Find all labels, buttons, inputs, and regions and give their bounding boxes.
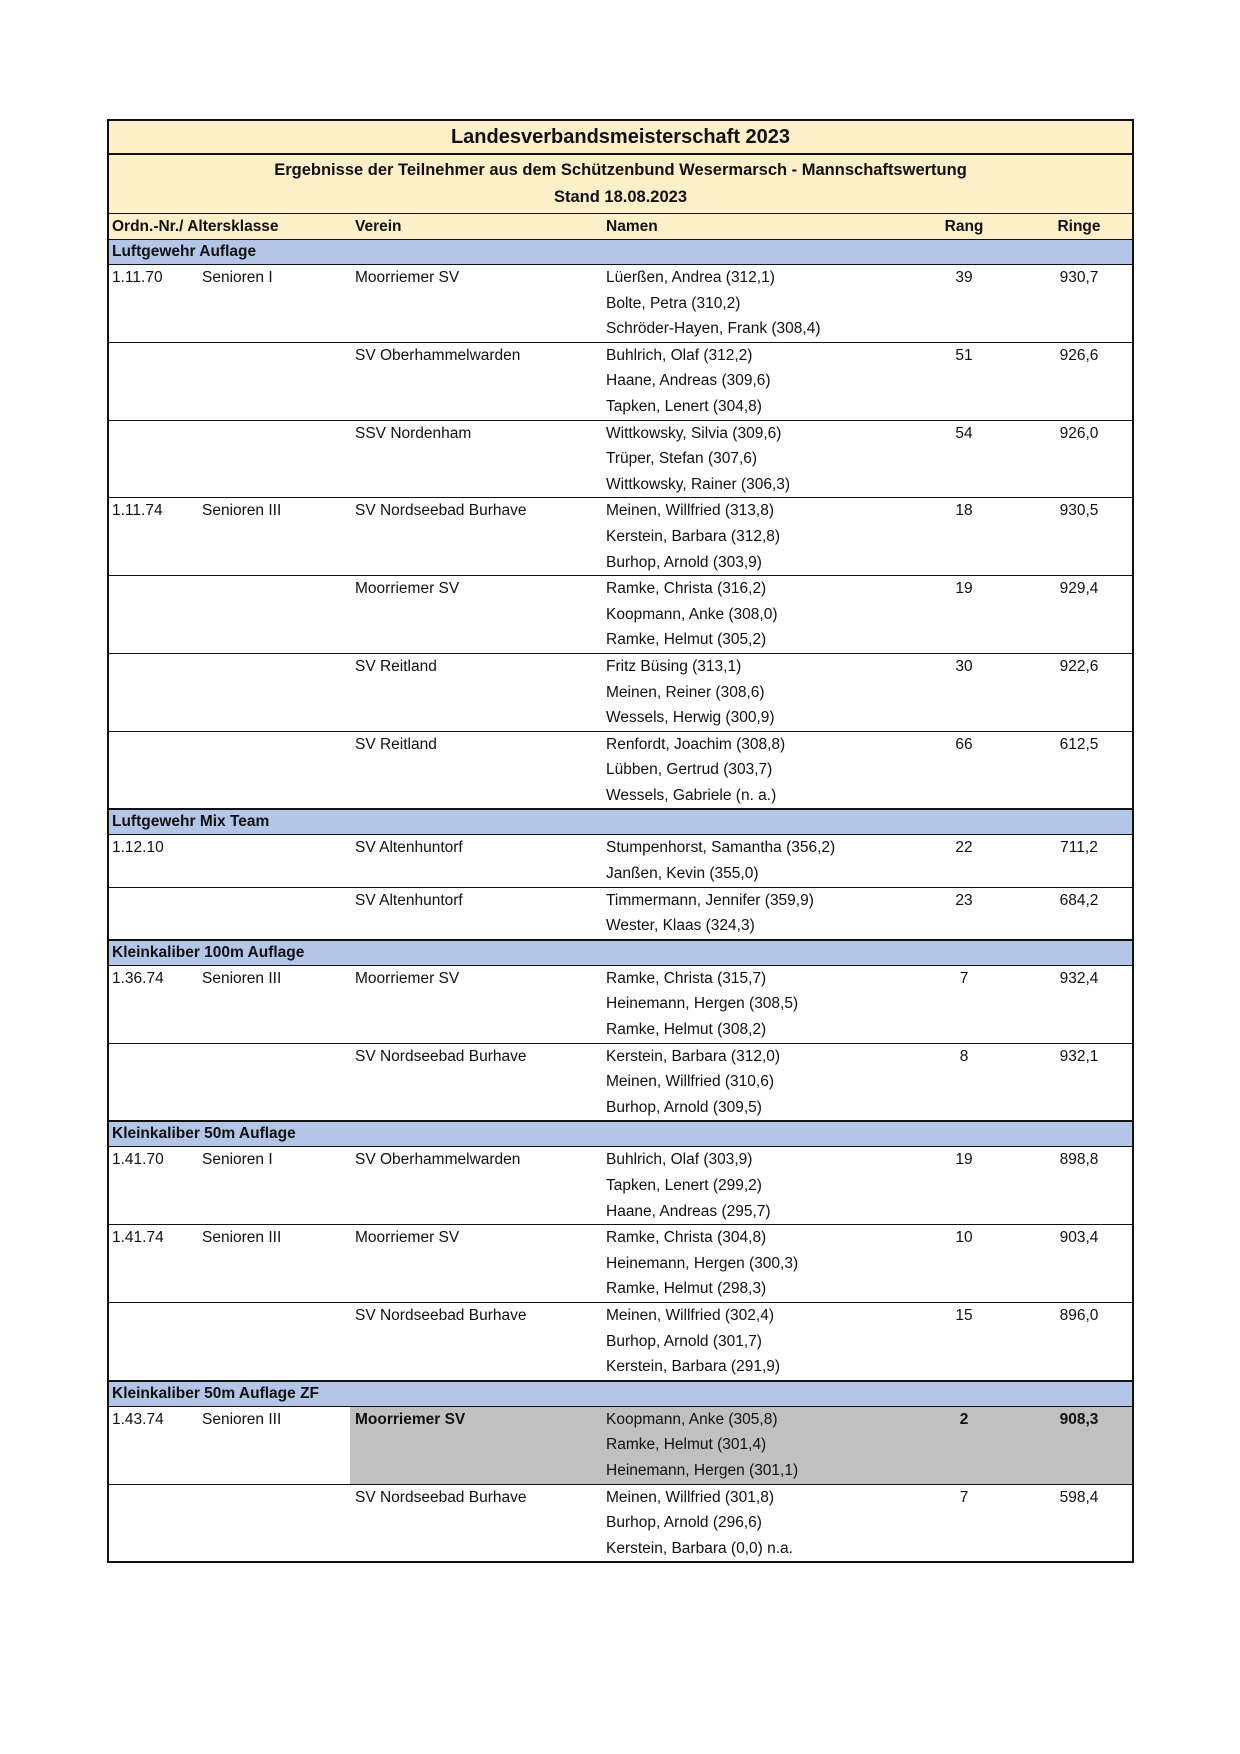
altersklasse: Senioren I (202, 269, 273, 286)
section-header (109, 1380, 1132, 1407)
team-row (109, 498, 1132, 576)
shooter-name: Kerstein, Barbara (312,8) (606, 527, 781, 545)
header-namen: Namen (606, 218, 658, 235)
shooter-name: Wittkowsky, Rainer (306,3) (606, 475, 791, 493)
ringe: 612,5 (1059, 735, 1099, 753)
ordn-nr: 1.41.70 (112, 1151, 164, 1169)
verein: SV Nordseebad Burhave (355, 502, 527, 520)
rang: 54 (955, 424, 973, 442)
rang: 7 (959, 969, 969, 987)
ordn-nr: 1.11.74 (112, 502, 163, 520)
verein: Moorriemer SV (355, 969, 460, 987)
section-title: Luftgewehr Auflage (112, 243, 257, 260)
team-row (109, 576, 1132, 654)
shooter-name: Ramke, Christa (315,7) (606, 969, 767, 987)
rang: 2 (959, 1410, 969, 1428)
section-header (109, 939, 1132, 966)
ringe: 598,4 (1059, 1488, 1099, 1506)
rang: 19 (955, 580, 973, 598)
team-row (109, 835, 1132, 887)
team-row (109, 966, 1132, 1044)
ringe: 932,1 (1059, 1047, 1099, 1065)
shooter-name: Schröder-Hayen, Frank (308,4) (606, 320, 821, 338)
team-row (109, 265, 1132, 343)
ringe: 926,6 (1059, 346, 1099, 364)
altersklasse: Senioren I (202, 1151, 273, 1169)
verein: SSV Nordenham (355, 424, 472, 442)
shooter-name: Buhlrich, Olaf (312,2) (606, 346, 753, 364)
rang: 23 (955, 891, 973, 909)
rang: 66 (955, 735, 973, 753)
shooter-name: Kerstein, Barbara (291,9) (606, 1358, 781, 1376)
table-body (109, 240, 1132, 1561)
team-row (109, 732, 1132, 809)
ringe: 926,0 (1059, 424, 1099, 442)
ringe: 932,4 (1059, 969, 1099, 987)
section-header (109, 1120, 1132, 1147)
ringe: 930,7 (1059, 269, 1099, 286)
team-row (109, 888, 1132, 939)
rang: 30 (955, 657, 973, 675)
verein: SV Nordseebad Burhave (355, 1047, 527, 1065)
shooter-name: Wittkowsky, Silvia (309,6) (606, 424, 782, 442)
shooter-name: Timmermann, Jennifer (359,9) (606, 891, 814, 909)
ringe: 684,2 (1059, 891, 1099, 909)
shooter-name: Lübben, Gertrud (303,7) (606, 761, 773, 779)
shooter-name: Renfordt, Joachim (308,8) (606, 735, 786, 753)
section-title: Kleinkaliber 50m Auflage ZF (112, 1384, 320, 1402)
ringe: 903,4 (1059, 1229, 1099, 1247)
shooter-name: Burhop, Arnold (303,9) (606, 553, 762, 571)
altersklasse: Senioren III (202, 1229, 282, 1247)
shooter-name: Stumpenhorst, Samantha (356,2) (606, 839, 836, 857)
verein: SV Oberhammelwarden (355, 346, 521, 364)
team-row (109, 1147, 1132, 1225)
subtitle: Ergebnisse der Teilnehmer aus dem Schützenbund Wesermarsch - Mannschaftswertung (274, 161, 967, 179)
team-row (109, 1485, 1132, 1562)
rang: 18 (955, 502, 973, 520)
ordn-nr: 1.12.10 (112, 839, 164, 857)
shooter-name: Lüerßen, Andrea (312,1) (606, 269, 775, 286)
shooter-name: Ramke, Christa (316,2) (606, 580, 767, 598)
shooter-name: Ramke, Helmut (301,4) (606, 1436, 767, 1454)
section-groups (109, 1147, 1132, 1379)
ringe: 711,2 (1060, 839, 1098, 857)
team-row (109, 1225, 1132, 1303)
shooter-name: Meinen, Willfried (313,8) (606, 502, 774, 520)
shooter-name: Burhop, Arnold (309,5) (606, 1098, 762, 1116)
rang: 8 (959, 1047, 969, 1065)
shooter-name: Heinemann, Hergen (301,1) (606, 1461, 799, 1479)
header-rang: Rang (944, 218, 984, 235)
shooter-name: Meinen, Reiner (308,6) (606, 683, 765, 701)
shooter-name: Koopmann, Anke (305,8) (606, 1410, 778, 1428)
column-header-row (109, 214, 1132, 240)
shooter-name: Heinemann, Hergen (308,5) (606, 995, 799, 1013)
section-title: Luftgewehr Mix Team (112, 813, 270, 831)
shooter-name: Meinen, Willfried (310,6) (606, 1073, 774, 1091)
shooter-name: Haane, Andreas (309,6) (606, 372, 771, 390)
verein: Moorriemer SV (355, 580, 460, 598)
header-verein: Verein (355, 218, 402, 235)
rang: 39 (955, 269, 973, 286)
shooter-name: Tapken, Lenert (299,2) (606, 1177, 762, 1194)
shooter-name: Meinen, Willfried (301,8) (606, 1488, 774, 1506)
ringe: 896,0 (1059, 1306, 1099, 1324)
ordn-nr: 1.36.74 (112, 969, 164, 987)
verein: Moorriemer SV (355, 1410, 466, 1428)
shooter-name: Ramke, Christa (304,8) (606, 1229, 767, 1247)
verein: SV Altenhuntorf (355, 891, 463, 909)
section-title: Kleinkaliber 100m Auflage (112, 943, 305, 961)
shooter-name: Tapken, Lenert (304,8) (606, 397, 762, 415)
section-groups (109, 966, 1132, 1121)
shooter-name: Ramke, Helmut (308,2) (606, 1021, 767, 1039)
shooter-name: Wester, Klaas (324,3) (606, 917, 755, 935)
rang: 15 (955, 1306, 973, 1324)
ringe: 929,4 (1059, 580, 1099, 598)
verein: SV Reitland (355, 657, 437, 675)
team-row (109, 1303, 1132, 1380)
header-ringe: Ringe (1057, 218, 1101, 235)
team-row (109, 654, 1132, 732)
ordn-nr: 1.41.74 (112, 1229, 164, 1247)
verein: SV Altenhuntorf (355, 839, 463, 857)
stand-date: Stand 18.08.2023 (554, 188, 687, 206)
verein: SV Nordseebad Burhave (355, 1306, 527, 1324)
shooter-name: Janßen, Kevin (355,0) (606, 865, 759, 883)
section-header (109, 808, 1132, 835)
shooter-name: Fritz Büsing (313,1) (606, 657, 742, 675)
header-ordn: Ordn.-Nr./ Altersklasse (112, 218, 279, 235)
ringe: 908,3 (1059, 1410, 1099, 1428)
rang: 22 (955, 839, 973, 857)
shooter-name: Koopmann, Anke (308,0) (606, 605, 778, 623)
altersklasse: Senioren III (202, 502, 282, 520)
shooter-name: Ramke, Helmut (298,3) (606, 1280, 767, 1298)
shooter-name: Ramke, Helmut (305,2) (606, 631, 767, 649)
shooter-name: Heinemann, Hergen (300,3) (606, 1254, 799, 1272)
section-title: Kleinkaliber 50m Auflage (112, 1125, 296, 1143)
ordn-nr: 1.43.74 (112, 1410, 164, 1428)
shooter-name: Haane, Andreas (295,7) (606, 1202, 771, 1220)
team-row (109, 1407, 1132, 1485)
rang: 10 (955, 1229, 973, 1247)
section-groups (109, 835, 1132, 938)
altersklasse: Senioren III (202, 969, 282, 987)
verein: Moorriemer SV (355, 1229, 460, 1247)
shooter-name: Burhop, Arnold (296,6) (606, 1514, 762, 1532)
ordn-nr: 1.11.70 (112, 269, 163, 286)
verein: SV Reitland (355, 735, 437, 753)
section-header (109, 240, 1132, 265)
rang: 19 (955, 1151, 973, 1169)
section-groups (109, 1407, 1132, 1562)
verein: SV Nordseebad Burhave (355, 1488, 527, 1506)
rang: 51 (955, 346, 973, 364)
shooter-name: Bolte, Petra (310,2) (606, 294, 741, 312)
verein: Moorriemer SV (355, 269, 460, 286)
shooter-name: Trüper, Stefan (307,6) (606, 450, 758, 468)
results-table (107, 119, 1134, 1563)
shooter-name: Kerstein, Barbara (0,0) n.a. (606, 1539, 793, 1557)
shooter-name: Burhop, Arnold (301,7) (606, 1332, 762, 1350)
ringe: 922,6 (1059, 657, 1099, 675)
shooter-name: Kerstein, Barbara (312,0) (606, 1047, 781, 1065)
rang: 7 (959, 1488, 969, 1506)
shooter-name: Meinen, Willfried (302,4) (606, 1306, 774, 1324)
ringe: 930,5 (1059, 502, 1099, 520)
document-title: Landesverbandsmeisterschaft 2023 (109, 121, 1132, 155)
shooter-name: Wessels, Gabriele (n. a.) (606, 786, 777, 804)
altersklasse: Senioren III (202, 1410, 282, 1428)
team-row (109, 421, 1132, 499)
shooter-name: Buhlrich, Olaf (303,9) (606, 1151, 753, 1169)
shooter-name: Wessels, Herwig (300,9) (606, 709, 775, 727)
subtitle-block (109, 155, 1132, 214)
verein: SV Oberhammelwarden (355, 1151, 521, 1169)
ringe: 898,8 (1059, 1151, 1099, 1169)
team-row (109, 343, 1132, 421)
team-row (109, 1044, 1132, 1121)
section-groups (109, 265, 1132, 808)
